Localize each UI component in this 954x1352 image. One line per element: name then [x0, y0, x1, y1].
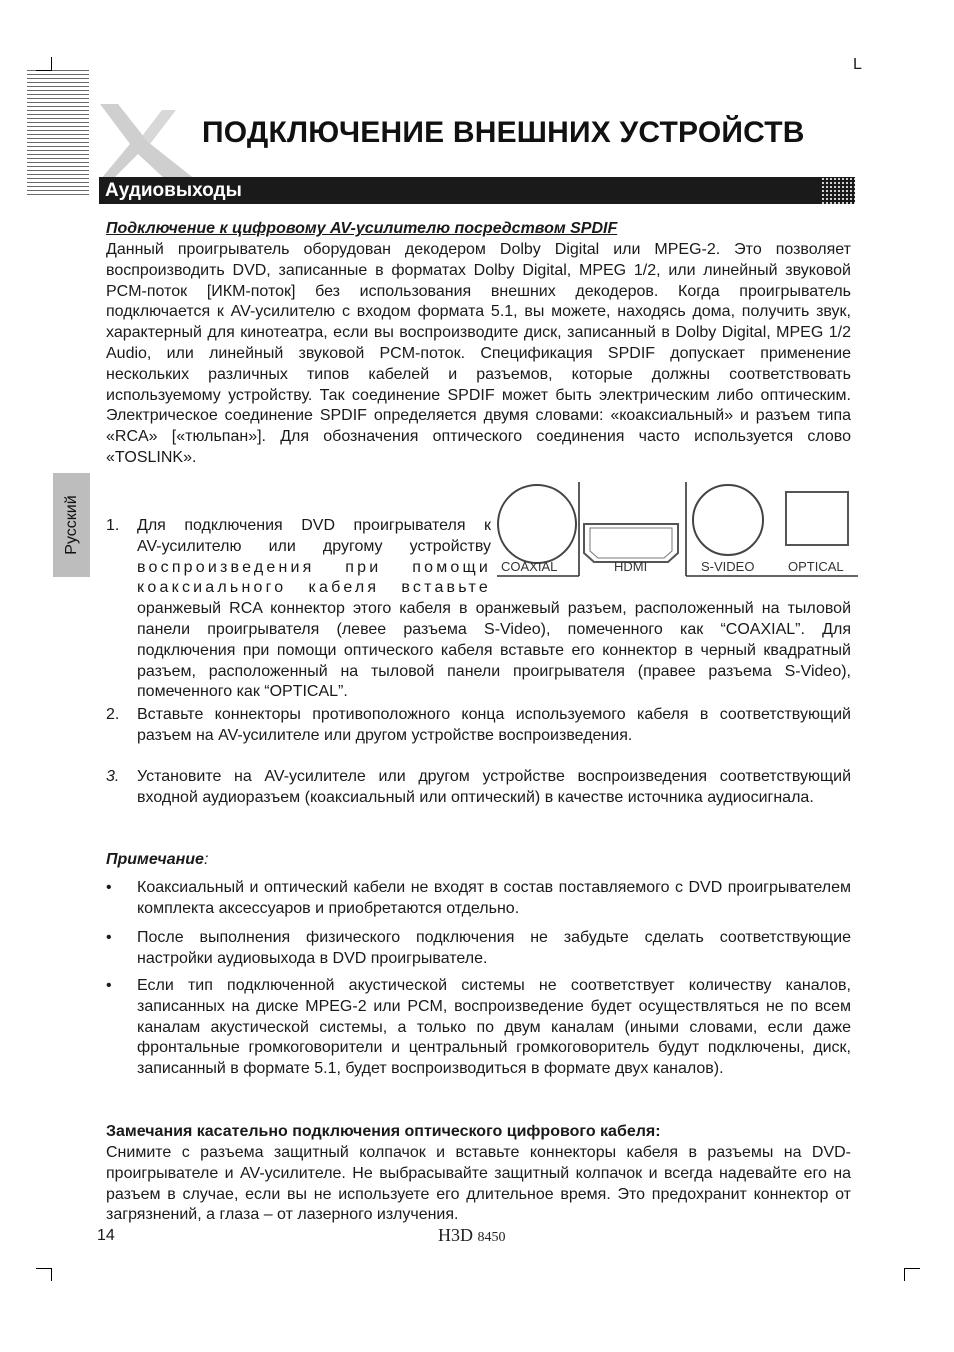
note-item-text: Если тип подключенной акустической системы не соответствует количеству каналов, записанных на диске MPEG-2 или PCM, воспроизведение будет осуществляться не по всем каналам акустической системы, а только по двум каналам (иными словами, если даже фронтальные громкоговорители и центральный громкоговоритель будут подключены, диск, записанный в формате 5.1, будет воспроизводиться в формате двух каналов).: [137, 977, 851, 1078]
step-number: 2.: [106, 706, 120, 723]
optical-notes-text: Снимите с разъема защитный колпачок и вставьте коннекторы кабеля в разъемы на DVD-проигрывателе и AV-усилителе. Не выбрасывайте защитный колпачок и всегда надевайте его на разъем в случае, если вы не используете его длительное время. Это предохранит коннектор от загрязнений, а глаза – от лазерного излучения.: [106, 1144, 851, 1224]
x-logo-icon: [96, 96, 206, 186]
step-2: [106, 705, 851, 747]
corner-letter: L: [853, 56, 862, 73]
bullet-icon: •: [106, 977, 112, 994]
section-bar: [99, 177, 855, 204]
step-3-text: Установите на AV-усилителе или другом устройстве воспроизведения соответствующий входной аудиоразъем (коаксиальный или оптический) в качестве источника аудиосигнала.: [137, 768, 851, 806]
optical-label: OPTICAL: [788, 559, 844, 574]
step-number: 3.: [106, 768, 120, 785]
page-number: 14: [97, 1227, 115, 1244]
model-main: H3D: [438, 1225, 473, 1245]
note-heading-text: Примечание: [106, 851, 204, 868]
bullet-icon: •: [106, 879, 112, 896]
step-1-narrow-line-2: AV-усилителю или другому устройству: [137, 537, 491, 555]
crop-mark-top-left: [36, 57, 52, 71]
coaxial-label: COAXIAL: [501, 559, 558, 574]
svideo-label: S-VIDEO: [701, 559, 755, 574]
hdmi-label: HDMI: [614, 559, 648, 574]
step-1-narrow-line-4: коаксиального кабеля вставьте: [137, 579, 491, 597]
section-title: Аудиовыходы: [105, 180, 242, 201]
step-1-narrow-line-1: Для подключения DVD проигрывателя к: [137, 517, 491, 534]
optical-notes-heading: Замечания касательно подключения оптического цифрового кабеля:: [106, 1123, 661, 1140]
step-3: [106, 767, 851, 809]
bullet-icon: •: [106, 929, 112, 946]
intro-paragraph: Данный проигрыватель оборудован декодером Dolby Digital или MPEG-2. Это позволяет воспроизводить DVD, записанные в форматах Dolby Digital, MPEG 1/2, или линейный звуковой PCM-поток [ИКМ-поток] без использования внешних декодеров. Когда проигрыватель подключается к AV-усилителю с входом формата 5.1, вы можете, находясь дома, получить звук, характерный для кинотеатра, если вы воспроизводите диск, записанный в Dolby Digital, MPEG 1/2 Audio, или линейный звуковой PCM-поток. Спецификация SPDIF допускает применение нескольких различных типов кабелей и разъемов, которые должны соответствовать используемому устройству. Так соединение SPDIF может быть электрическим либо оптическим. Электрическое соединение SPDIF определяется двумя словами: «коаксиальный» и разъем типа «RCA» [«тюльпан»]. Для обозначения оптического соединения часто используется слово «TOSLINK».: [106, 241, 851, 466]
crop-mark-bottom-right: [904, 1268, 920, 1282]
note-heading-colon: :: [203, 851, 209, 868]
header-stripes: [27, 70, 89, 198]
note-item-3: [106, 976, 851, 1080]
model-number: 8450: [477, 1230, 506, 1245]
subheading: Подключение к цифровому AV-усилителю посредством SPDIF: [106, 220, 618, 237]
note-heading: [106, 851, 208, 869]
step-1-narrow-line-3: воспроизведения при помощи: [137, 558, 491, 576]
model-name: [438, 1225, 506, 1246]
note-item-1: [106, 878, 851, 920]
section-dots-pattern: [821, 177, 855, 204]
note-item-text: Коаксиальный и оптический кабели не входят в состав поставляемого с DVD проигрывателем комплекта аксессуаров и приобретаются отдельно.: [137, 879, 851, 917]
note-item-2: [106, 928, 851, 970]
crop-mark-bottom-left: [36, 1268, 52, 1282]
page-title: ПОДКЛЮЧЕНИЕ ВНЕШНИХ УСТРОЙСТВ: [202, 116, 805, 149]
step-1-text: оранжевый RCA коннектор этого кабеля в оранжевый разъем, расположенный на тыловой панели проигрывателя (левее разъема S-Video), помеченного как “COAXIAL”. Для подключения при помощи оптического кабеля вставьте его коннектор в черный квадратный разъем, расположенный на тыловой панели проигрывателя (правее разъема S-Video), помеченного как “OPTICAL”.: [137, 600, 851, 701]
step-number: 1.: [106, 517, 120, 534]
language-tab-label: Русский: [62, 495, 80, 555]
step-2-text: Вставьте коннекторы противоположного конца используемого кабеля в соответствующий разъем на AV-усилителе или другом устройстве воспроизведения.: [137, 706, 851, 744]
step-1: [106, 516, 851, 703]
note-item-text: После выполнения физического подключения не забудьте сделать соответствующие настройки аудиовыхода в DVD проигрывателе.: [137, 929, 851, 967]
language-tab: [53, 473, 90, 577]
